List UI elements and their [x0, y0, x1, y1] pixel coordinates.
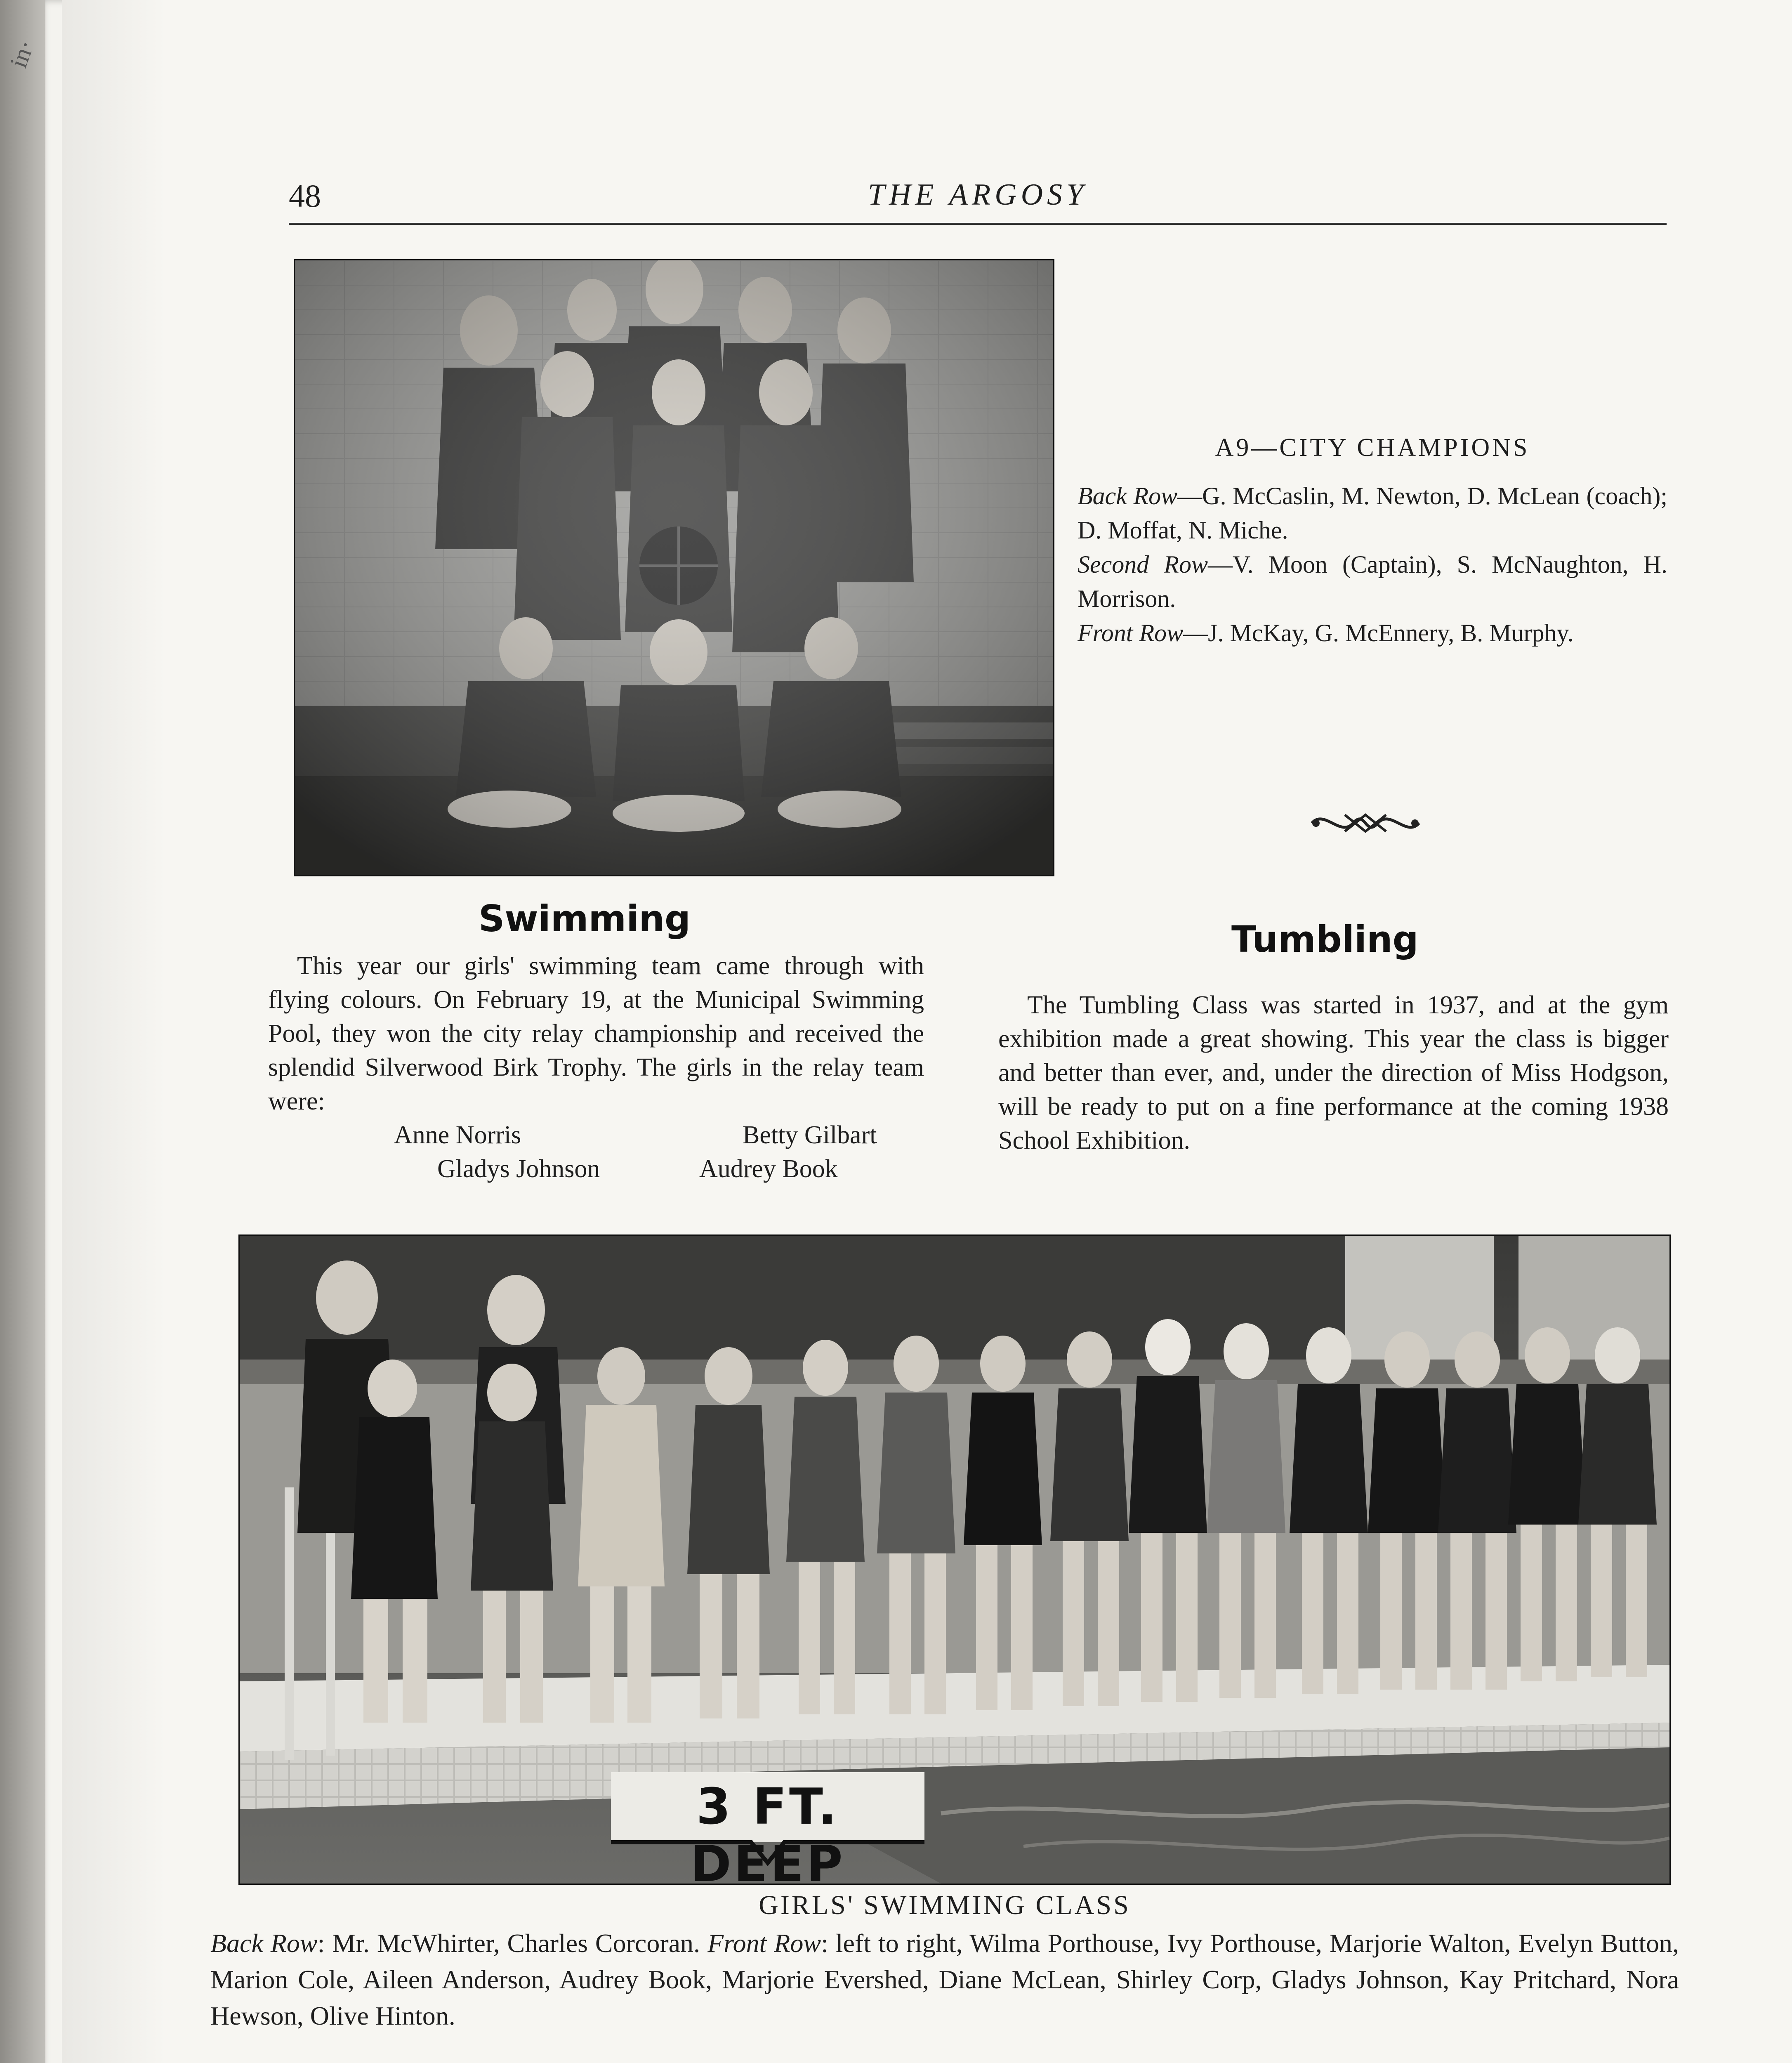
back-row-label: Back Row [210, 1928, 318, 1958]
tumbling-heading: Tumbling [1231, 918, 1419, 961]
front-row-names: : left to right, Wilma Porthouse, Ivy Porthouse, Marjorie Walton, Evelyn Button, Marion Cole, Aileen Anderson, Audrey Book, Marjorie Evershed, Diane McLean, Shirley Corp, Gladys Johnson, Kay Pritchard, Nora Hewson, Olive Hinton. [210, 1928, 1679, 2030]
row-names: —J. McKay, G. McEnnery, B. Murphy. [1183, 619, 1574, 647]
page-header [289, 165, 1667, 227]
caption-front-row [1078, 616, 1667, 650]
row-names: —V. Moon (Captain), S. McNaughton, H. Morrison. [1078, 551, 1667, 612]
row-label: Front Row [1078, 619, 1184, 647]
swimming-class-caption [210, 1890, 1679, 2034]
caption-title: A9—CITY CHAMPIONS [1215, 434, 1530, 462]
city-champions-photo [294, 259, 1054, 876]
row-label: Back Row [1078, 482, 1178, 510]
ornament-icon [1304, 805, 1427, 842]
city-champions-caption [1078, 433, 1667, 650]
swimming-class-caption-title: GIRLS' SWIMMING CLASS [759, 1890, 1131, 1920]
caption-second-row [1078, 548, 1667, 616]
relay-team-names [268, 1118, 924, 1188]
page-edge-text: in· [4, 36, 40, 71]
swimming-paragraph: This year our girls' swimming team came through with flying colours. On February 19, at the Municipal Swimming Pool, they won the city relay championship and received the splendid Silverwood Birk Trophy. The girls in the relay team were: [268, 952, 924, 1115]
relay-name: Gladys Johnson [437, 1155, 600, 1183]
depth-sign-text: 3 FT. DEEP [690, 1778, 845, 1885]
city-champions-photo-graphic [295, 260, 1053, 875]
back-row-names: : Mr. McWhirter, Charles Corcoran. [317, 1928, 707, 1958]
swimming-class-photo [238, 1234, 1671, 1885]
relay-name: Audrey Book [699, 1155, 838, 1183]
swimming-class-caption-body [210, 1925, 1679, 2034]
tumbling-paragraph: The Tumbling Class was started in 1937, and at the gym exhibition made a great showing. This year the class is bigger and better than ever, and, under the direction of Miss Hodgson, will be ready to put on a fine performance at the coming 1938 School Exhibition. [998, 991, 1669, 1154]
row-names: —G. McCaslin, M. Newton, D. McLean (coach); D. Moffat, N. Miche. [1078, 482, 1667, 544]
caption-back-row [1078, 479, 1667, 548]
front-row-label: Front Row [707, 1928, 821, 1958]
running-title: THE ARGOSY [868, 178, 1088, 212]
page-number: 48 [289, 178, 321, 214]
header-rule [289, 223, 1667, 225]
swimming-heading: Swimming [479, 897, 691, 940]
swimming-class-photo-graphic [240, 1236, 1669, 1884]
row-label: Second Row [1078, 551, 1208, 578]
relay-name: Anne Norris [394, 1121, 521, 1149]
relay-name: Betty Gilbart [743, 1121, 877, 1149]
